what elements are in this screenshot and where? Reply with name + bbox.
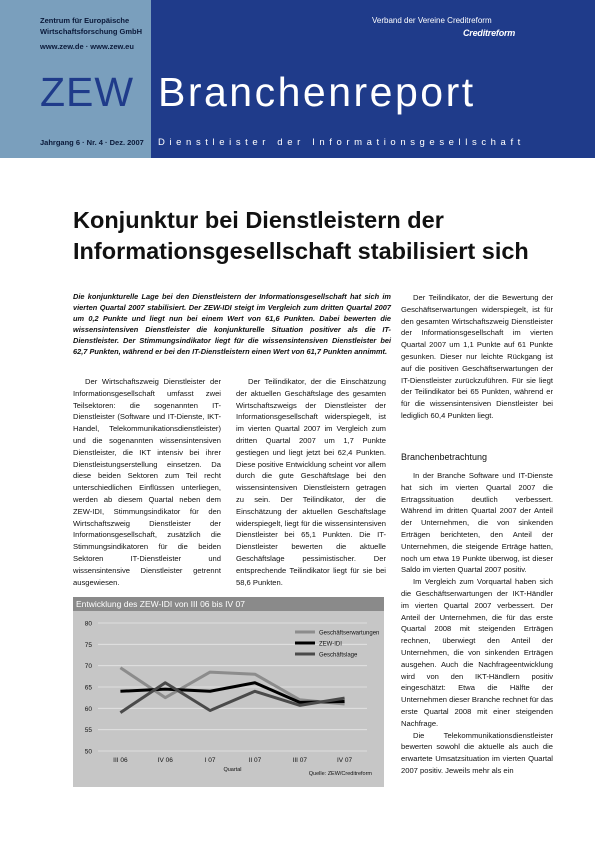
institute-name: Zentrum für Europäische Wirtschaftsforschung GmbH <box>40 16 143 36</box>
idi-line-chart <box>73 611 384 787</box>
branchenreport-title: Branchenreport <box>158 69 476 115</box>
y-tick-label: 55 <box>84 727 92 735</box>
y-tick-label: 75 <box>84 641 92 649</box>
chart-title: Entwicklung des ZEW-IDI von III 06 bis IV 07 <box>76 599 245 609</box>
y-tick-label: 50 <box>84 748 92 756</box>
column-2-text: Der Teilindikator, der die Einschätzung der aktuellen Geschäftslage des gesamten Wirtschaftszweigs der Dienstleister der Informationsgesellschaft widerspiegelt, ist im vierten Quartal 2007 im Vergleich zum dritten Quartal 2007 um 1,7 Punkte gestiegen und liegt jetzt bei 62,4 Punkten. Diese positive Entwicklung scheint vor allem durch die gute Geschäftslage bei den wissensintensiven Dienstleistern getragen zu sein. Der Teilindikator, der die Einschätzung der aktuellen Geschäftslage widerspiegelt, liegt für die wissensintensiven Dienstleister bei 65,1 Punkten. Die IT-Dienstleister bewerten die aktuelle Geschäftslage pessimistischer. Der entsprechende Teilindikator liegt für sie bei 58,6 Punkten. <box>236 377 386 587</box>
y-tick-label: 65 <box>84 684 92 692</box>
zew-logo: ZEW <box>40 69 135 115</box>
column-3-text: Der Teilindikator, der die Bewertung der Geschäftserwartungen widerspiegelt, ist für den gesamten Wirtschaftszweig Dienstleister der Informationsgesellschaft im vierten Quartal 2007 um 1,1 Punkte auf 61 Punkte gesunken. Dieser nur leichte Rückgang ist auf die positiven Geschäftserwartungen der IT-Dienstleister zurückzuführen. Für sie liegt der Teilindikator bei 65 Punkten, während er für die wissensintensiven Dienstleister bei lediglich 60,4 Punkten liegt. <box>401 293 553 420</box>
legend-label: Geschäftserwartungen <box>319 630 380 637</box>
issue-info: Jahrgang 6 · Nr. 4 · Dez. 2007 <box>40 138 144 147</box>
x-axis-label: Quartal <box>223 767 242 773</box>
x-tick-label: III 06 <box>113 757 128 764</box>
column-3-section-text <box>401 470 553 777</box>
y-tick-label: 80 <box>84 620 92 628</box>
institute-urls[interactable]: www.zew.de · www.zew.eu <box>40 42 134 51</box>
x-tick-label: II 07 <box>248 757 262 764</box>
x-tick-label: IV 07 <box>336 757 353 764</box>
x-tick-label: IV 06 <box>157 757 173 764</box>
creditreform-logo: Creditreform <box>463 28 516 38</box>
legend-label: Geschäftslage <box>319 652 358 659</box>
x-tick-label: I 07 <box>204 757 216 764</box>
x-tick-label: III 07 <box>292 757 307 764</box>
chart-source: Quelle: ZEW/Creditreform <box>308 771 372 777</box>
paragraph: Im Vergleich zum Vorquartal haben sich die Geschäftserwartungen der IKT-Händler im vierten Quartal 2007 verbessert. Der Anteil der Unternehmen, die für das erste Quartal 2008 mit steigenden Erträgen rechnen, überwiegt den Anteil der Unternehmen, die von sinkenden Erträgen ausgehen. Auch die Nachfrageentwicklung wird von den IKT-Händlern positiv eingeschätzt: Etwa die Hälfte der Unternehmen dieser Branche rechnet für das erste Quartal 2008 mit einer steigenden Nachfrage. <box>401 577 553 728</box>
article-abstract: Die konjunkturelle Lage bei den Dienstleistern der Informationsgesellschaft hat sich im vierten Quartal 2007 stabilisiert. Der ZEW-IDI steigt im Vergleich zum dritten Quartal 2007 um 0,2 Punkte und liegt nun bei einem Wert von 61,6 Punkten. Dabei bewerten die wissensintensiven Dienstleister die konjunkturelle Situation positiver als die IT-Dienstleister. Der Stimmungsindikator liegt für die wissensintensiven Dienstleister bei 62,7 Punkten, während er bei den IT-Dienstleistern einen Wert von 61,7 Punkten annimmt. <box>73 292 391 356</box>
paragraph: In der Branche Software und IT-Dienste hat sich im vierten Quartal 2007 die Ertragssituation deutlich verbessert. Während im dritten Quartal 2007 der Anteil der Unternehmen, die von sinkenden Erträgen berichteten, den Anteil der Unternehmen, die steigende Erträge hatten, noch um etwa 19 Punkte überwog, ist dieser Saldo im vierten Quartal 2007 positiv. <box>401 471 553 575</box>
paragraph: Die Telekommunikationsdienstleister bewerten sowohl die aktuelle als auch die erwartete Umsatzsituation im vierten Quartal 2007 positiv. Jeweils mehr als ein <box>401 730 553 775</box>
section-heading: Branchenbetrachtung <box>401 452 488 462</box>
legend-label: ZEW-IDI <box>319 641 342 648</box>
article-title: Konjunktur bei Dienstleistern der Informationsgesellschaft stabilisiert sich <box>73 207 529 264</box>
verband-label: Verband der Vereine Creditreform <box>372 16 492 25</box>
y-tick-label: 70 <box>84 663 92 671</box>
column-1-text: Der Wirtschaftszweig Dienstleister der Informationsgesellschaft umfasst zwei Teilsektoren: die sogenannten IT-Dienstleister (Software und IT-Dienste, IKT-Handel, Telekommunikationsdienstleister) und die sogenannten wissensintensiven Dienstleister, die IKT intensiv bei ihrer Dienstleistungserstellung einsetzen. Da diese beiden Sektoren zum Teil recht unterschiedlichen Einflüssen unterliegen, werden ab diesem Quartal neben dem ZEW-IDI, Stimmungsindikator für den Wirtschaftszweig Dienstleister der Informationsgesellschaft, zusätzlich die Stimmungsindikatoren für die beiden Sektoren IT-Dienstleister und wissensintensive Dienstleister getrennt ausgewiesen. <box>73 377 221 587</box>
report-subtitle: Dienstleister der Informationsgesellschaft <box>158 137 525 148</box>
y-tick-label: 60 <box>84 705 92 713</box>
